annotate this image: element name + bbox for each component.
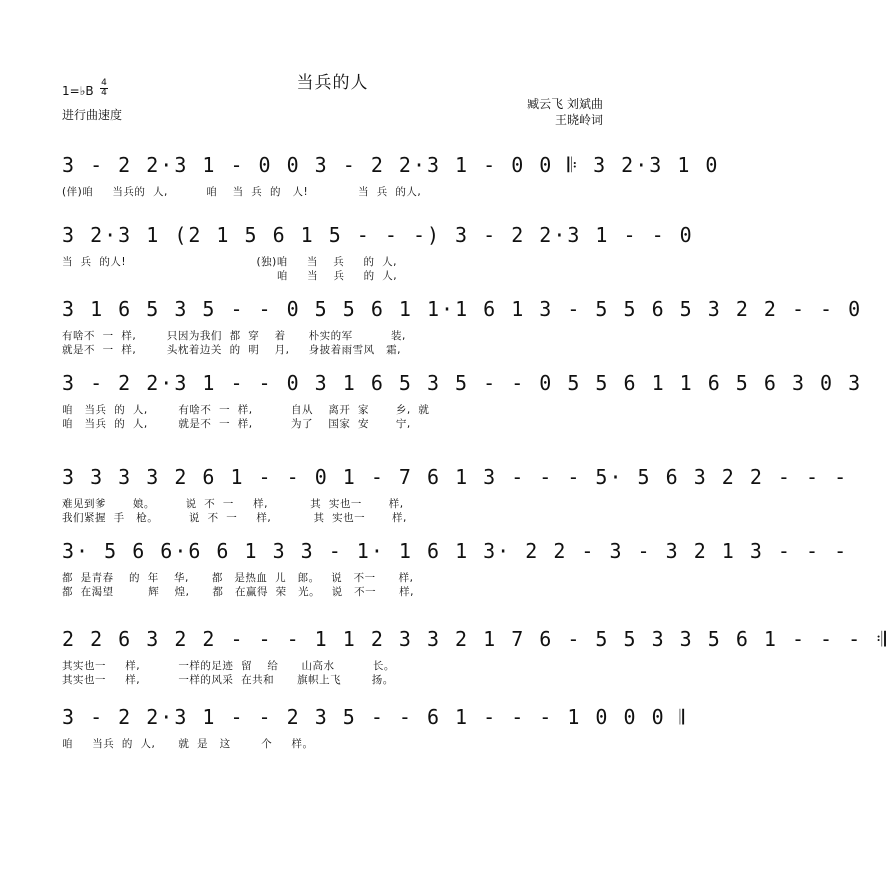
measure: 3 1 6 5 3 bbox=[62, 297, 189, 321]
measure: 3 1 6 5 3 bbox=[314, 371, 442, 395]
lyrics-line-2: 都 在渴望 辉 煌, 都 在赢得 荣 光。 说 不一 样, bbox=[62, 586, 415, 598]
measure: 1 - - - 𝄇 bbox=[763, 627, 888, 651]
measure: 6 5 6 3 0 3 bbox=[707, 371, 863, 395]
credits bbox=[527, 96, 603, 128]
measure: 5 5 6 1 1·1 bbox=[314, 297, 470, 321]
measure: 3 - 2 2·3 bbox=[62, 371, 189, 395]
notation-row bbox=[62, 222, 694, 248]
composer: 臧云飞 刘斌曲 bbox=[527, 97, 603, 111]
lyrics-line-1: 难见到爹 娘。 说 不 一 样, 其 实也一 样, bbox=[62, 498, 404, 510]
lyrics-line-2: 就是不 一 样, 头枕着边关 的 明 月, 身披着雨雪风 霜, bbox=[62, 344, 401, 356]
measure: 1 1 2 3 3 bbox=[314, 627, 442, 651]
score-title: 当兵的人 bbox=[296, 73, 369, 93]
lyrics-line-1: 当 兵 的人! (独)咱 当 兵 的 人, bbox=[62, 256, 397, 268]
notation-row bbox=[62, 704, 687, 730]
measure: 6 1 3 3 - bbox=[216, 539, 343, 563]
measure: 1 - - 0 bbox=[230, 465, 329, 489]
lyrics-line-1: 咱 当兵 的 人, 就 是 这 个 样。 bbox=[62, 738, 314, 750]
measure: 𝄆 3 2·3 1 0 bbox=[567, 153, 720, 177]
measure: 6 1 3 - bbox=[483, 297, 582, 321]
notation-row bbox=[62, 464, 849, 490]
measure: 5 - - 0 bbox=[202, 297, 301, 321]
measure: 5 - - 0 bbox=[455, 371, 554, 395]
measure: 3· 2 2 - bbox=[483, 539, 596, 563]
notation-row bbox=[62, 370, 863, 396]
measure: 2 1 7 6 - bbox=[455, 627, 582, 651]
measure: 2 - - 0 bbox=[763, 297, 863, 321]
lyrics-line-1: 有啥不 一 样, 只因为我们 都 穿 着 朴实的军 装, bbox=[62, 330, 406, 342]
key-signature: 1=♭B bbox=[62, 84, 94, 98]
lyricist: 王晓岭词 bbox=[554, 113, 603, 127]
lyrics-line-1: (伴)咱 当兵的 人, 咱 当 兵 的 人! 当 兵 的人, bbox=[62, 186, 422, 198]
measure: 3 2·3 1 (2 bbox=[62, 223, 203, 247]
measure: 3· 5 6 6·6 bbox=[62, 539, 203, 563]
time-signature bbox=[100, 79, 108, 98]
notation-row bbox=[62, 538, 849, 564]
measure: 1 0 0 0 𝄂 bbox=[567, 705, 687, 729]
measure: 3 - 2 2·3 bbox=[62, 705, 189, 729]
measure: 3 - 3 2 1 bbox=[609, 539, 736, 563]
lyrics-line-2: 咱 当 兵 的 人, bbox=[62, 270, 398, 282]
measure: 5 - - -) bbox=[328, 223, 442, 247]
lyrics-line-2: 咱 当兵 的 人, 就是不 一 样, 为了 国家 安 宁, bbox=[62, 418, 411, 430]
measure: 5 5 6 1 1 bbox=[567, 371, 694, 395]
measure: 2 2 6 3 2 bbox=[62, 627, 189, 651]
lyrics-line-2: 我们紧握 手 枪。 说 不 一 样, 其 实也一 样, bbox=[62, 512, 407, 524]
measure: 5 - - 6 bbox=[342, 705, 442, 729]
measure: 5 5 6 5 3 2 bbox=[595, 297, 750, 321]
measure: 1 - 0 0 bbox=[202, 153, 301, 177]
measure: 3 - 2 2·3 bbox=[455, 223, 582, 247]
notation-row bbox=[62, 626, 888, 652]
measure: 3 - - - bbox=[483, 465, 582, 489]
measure: 3 - - - bbox=[749, 539, 849, 563]
measure: 3 3 3 3 2 6 bbox=[62, 465, 217, 489]
lyrics-line-2: 其实也一 样, 一样的风采 在共和 旗帜上飞 扬。 bbox=[62, 674, 394, 686]
measure: 1 - - - bbox=[455, 705, 554, 729]
lyrics-line-1: 咱 当兵 的 人, 有啥不 一 样, 自从 离开 家 乡, 就 bbox=[62, 404, 430, 416]
measure: 1 - 7 6 1 bbox=[342, 465, 470, 489]
measure: 1 5 6 1 bbox=[216, 223, 315, 247]
notation-row bbox=[62, 152, 720, 178]
time-signature-bottom: 4 bbox=[101, 88, 107, 98]
measure: 3 - 2 2·3 bbox=[314, 153, 442, 177]
measure: 1· 1 6 1 bbox=[356, 539, 470, 563]
tempo-marking: 进行曲速度 bbox=[62, 108, 123, 122]
measure: 1 - 0 0 bbox=[455, 153, 554, 177]
measure: 5· 5 6 3 2 bbox=[595, 465, 736, 489]
measure: 1 - - 2 3 bbox=[202, 705, 329, 729]
measure: 3 - 2 2·3 bbox=[62, 153, 189, 177]
time-signature-top: 4 bbox=[101, 78, 107, 88]
measure: 1 - - 0 bbox=[202, 371, 301, 395]
measure: 5 5 3 3 5 6 bbox=[595, 627, 750, 651]
lyrics-line-1: 其实也一 样, 一样的足迹 留 给 山高水 长。 bbox=[62, 660, 395, 672]
lyrics-line-1: 都 是青春 的 年 华, 都 是热血 儿 郎。 说 不一 样, bbox=[62, 572, 414, 584]
notation-row bbox=[62, 296, 863, 322]
measure: 1 - - 0 bbox=[595, 223, 694, 247]
measure: 2 - - - bbox=[749, 465, 849, 489]
measure: 2 - - - bbox=[202, 627, 301, 651]
